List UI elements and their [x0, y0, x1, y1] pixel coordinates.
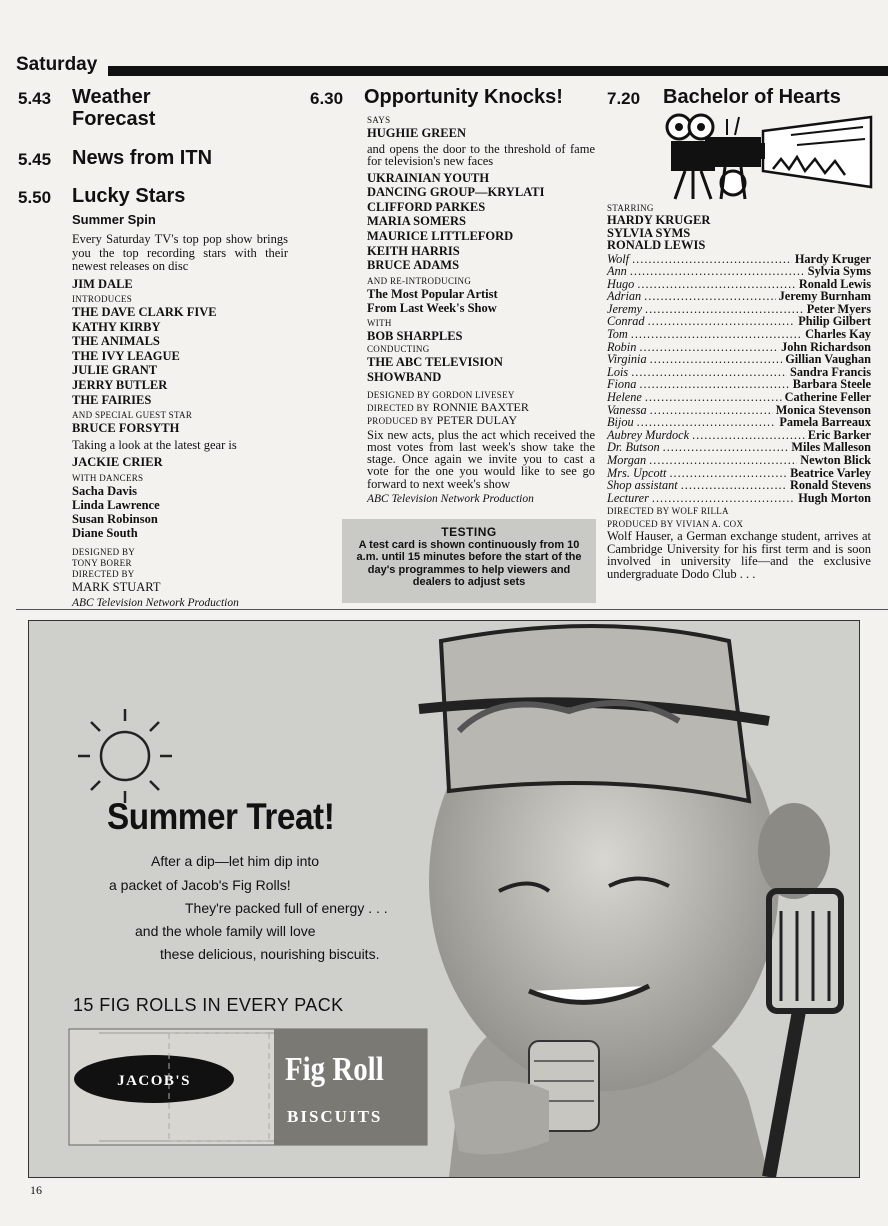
cast-row: [607, 265, 871, 278]
cast-role: Wolf: [607, 251, 630, 266]
leader-dots: [692, 429, 805, 442]
programme-title: News from ITN: [72, 147, 213, 169]
cast-actor: Peter Myers: [806, 301, 871, 316]
cast-row: [607, 290, 871, 303]
synopsis: Wolf Hauser, a German exchange student, arrives at Cambridge University for his first term and is soon involved in university life—and the exclusive undergraduate Dodo Club . . .: [607, 529, 871, 581]
list-item: MARIA SOMERS: [367, 214, 466, 229]
cast-actor: Newton Blick: [800, 453, 871, 467]
list-item: THE IVY LEAGUE: [72, 348, 180, 363]
programme-weather: [18, 86, 288, 130]
cast-actor: Sylvia Syms: [807, 264, 871, 279]
section-divider: [16, 609, 888, 610]
cast-actor: Ronald Stevens: [790, 478, 871, 493]
programme-title: Lucky Stars: [72, 185, 186, 207]
ad-line: After a dip—let him dip into: [151, 853, 320, 869]
list-item: KEITH HARRIS: [367, 243, 460, 258]
with-name: BOB SHARPLES: [367, 328, 463, 343]
ad-pack-line: 15 FIG ROLLS IN EVERY PACK: [73, 995, 344, 1015]
leader-dots: [650, 353, 783, 366]
cast-role: Lecturer: [607, 490, 649, 505]
programme-time: 6.30: [310, 89, 344, 108]
leader-dots: [632, 253, 792, 266]
directed-label: DIRECTED BY: [367, 402, 430, 413]
popular-line-2: From Last Week's Show: [367, 300, 497, 315]
conducting-label: CONDUCTING: [367, 344, 430, 355]
list-item: Diane South: [72, 525, 138, 540]
jacobs-advert: [28, 620, 860, 1178]
leader-dots: [637, 278, 796, 291]
ad-line: and the whole family will love: [135, 923, 316, 939]
advert-illustration: [29, 621, 859, 1177]
programme-time: 7.20: [607, 89, 641, 108]
product-sub: BISCUITS: [287, 1107, 383, 1126]
cast-role: Morgan: [607, 453, 647, 467]
cast-actor: Miles Malleson: [791, 440, 871, 455]
ad-line: these delicious, nourishing biscuits.: [160, 946, 380, 962]
ad-line: They're packed full of energy . . .: [185, 900, 388, 916]
says-label: SAYS: [367, 115, 391, 125]
cast-list: [607, 253, 871, 505]
sun-icon: [78, 709, 172, 803]
list-item: CLIFFORD PARKES: [367, 199, 486, 214]
list-item: KATHY KIRBY: [72, 319, 161, 334]
leader-dots: [681, 479, 787, 492]
cast-actor: Barbara Steele: [792, 377, 871, 392]
designed-label: DESIGNED BY: [72, 546, 136, 557]
cast-role: Mrs. Upcott: [607, 465, 667, 480]
schedule-column-2: [310, 86, 595, 505]
programme-time: 5.45: [18, 150, 52, 169]
programme-description: Six new acts, plus the act which received the most votes from last week's show take the stage. Once again we invite you to cast a vote for the one you would like to see go forward to next week's show: [367, 427, 595, 491]
leader-dots: [649, 454, 797, 467]
cast-actor: Charles Kay: [805, 327, 871, 342]
list-item: DANCING GROUP—KRYLATI: [367, 185, 545, 200]
leader-dots: [669, 467, 787, 480]
leader-dots: [639, 378, 789, 391]
cast-role: Jeremy: [607, 301, 643, 316]
produced-credit: [367, 414, 595, 427]
cast-role: Shop assistant: [607, 478, 678, 493]
list-item: HARDY KRUGER: [607, 213, 711, 227]
band-line-2: SHOWBAND: [367, 369, 442, 384]
cast-row: [607, 479, 871, 492]
programme-title: Opportunity Knocks!: [364, 86, 563, 108]
directed-label: DIRECTED BY: [72, 568, 135, 579]
gear-text: Taking a look at the latest gear is: [72, 437, 237, 452]
acts-list: [367, 171, 595, 273]
cast-role: Adrian: [607, 289, 642, 304]
cast-role: Ann: [607, 264, 627, 279]
cast-role: Hugo: [607, 276, 635, 291]
host-name: HUGHIE GREEN: [367, 126, 466, 140]
ad-headline: Summer Treat!: [107, 796, 335, 837]
cast-role: Helene: [607, 390, 642, 405]
cast-actor: Philip Gilbert: [798, 314, 871, 329]
designed-credit: DESIGNED BY GORDON LIVESEY: [367, 389, 515, 400]
brand-logo: JACOB'S: [117, 1073, 191, 1089]
cast-role: Conrad: [607, 314, 645, 329]
leader-dots: [631, 328, 802, 341]
leader-dots: [644, 290, 775, 303]
product-name: Fig Roll: [285, 1051, 384, 1088]
page-number: 16: [30, 1183, 42, 1197]
cast-role: Robin: [607, 339, 637, 354]
cast-actor: Monica Stevenson: [775, 402, 871, 417]
introduces-label: INTRODUCES: [72, 294, 133, 305]
list-item: UKRAINIAN YOUTH: [367, 170, 490, 185]
director-name: RONNIE BAXTER: [432, 399, 529, 414]
leader-dots: [631, 366, 787, 379]
cast-row: [607, 416, 871, 429]
programme-time: 5.50: [18, 188, 52, 207]
directed-credit: DIRECTED BY WOLF RILLA: [607, 506, 729, 517]
popular-line-1: The Most Popular Artist: [367, 286, 498, 301]
cast-actor: Pamela Barreaux: [779, 415, 871, 430]
dancers-list: [72, 484, 288, 540]
cast-role: Vanessa: [607, 402, 647, 417]
cast-role: Aubrey Murdock: [607, 427, 690, 442]
reintroducing-label: AND RE-INTRODUCING: [367, 275, 472, 286]
list-item: BRUCE ADAMS: [367, 258, 460, 273]
cast-row: [607, 492, 871, 505]
cast-actor: Sandra Francis: [790, 364, 871, 379]
list-item: MAURICE LITTLEFORD: [367, 228, 514, 243]
programme-news: [18, 147, 288, 170]
programme-description: Every Saturday TV's top pop show brings you the top recording stars with their newest releases on disc: [72, 232, 288, 273]
production-credit: ABC Television Network Production: [367, 493, 534, 506]
cast-role: Bijou: [607, 415, 634, 430]
programme-lucky-stars: [18, 185, 288, 208]
dancers-label: WITH DANCERS: [72, 472, 144, 483]
cast-actor: Eric Barker: [807, 427, 871, 442]
programme-bachelor-of-hearts: [607, 86, 877, 109]
produced-credit: PRODUCED BY VIVIAN A. COX: [607, 519, 744, 530]
acts-list: [72, 305, 288, 407]
gear-name: JACKIE CRIER: [72, 455, 163, 470]
host-text: and opens the door to the threshold of fame for television's new faces: [367, 141, 595, 169]
cast-actor: Hugh Morton: [798, 490, 871, 505]
leader-dots: [663, 441, 789, 454]
cast-role: Virginia: [607, 352, 647, 367]
list-item: JULIE GRANT: [72, 363, 158, 378]
testing-text: A test card is shown continuously from 10 a.m. until 15 minutes before the start of the day's programmes to help viewers and dealers to adjust sets: [356, 538, 582, 588]
cast-role: Fiona: [607, 377, 637, 392]
director-name: MARK STUART: [72, 579, 161, 594]
cast-actor: Hardy Kruger: [794, 251, 871, 266]
boy-illustration: [419, 626, 841, 1177]
band-line-1: THE ABC TELEVISION: [367, 355, 503, 370]
leader-dots: [637, 416, 777, 429]
cast-row: [607, 328, 871, 341]
film-camera-icon: [665, 113, 877, 201]
cast-actor: Ronald Lewis: [798, 276, 871, 291]
designer-name: TONY BORER: [72, 557, 132, 568]
cast-actor: Beatrice Varley: [790, 465, 871, 480]
leader-dots: [630, 265, 805, 278]
leader-dots: [648, 315, 796, 328]
starring-label: STARRING: [607, 203, 654, 213]
programme-subtitle: Summer Spin: [72, 212, 156, 227]
cast-row: [607, 454, 871, 467]
programme-opportunity-knocks: [310, 86, 595, 109]
cast-role: Dr. Butson: [607, 440, 660, 455]
list-item: THE DAVE CLARK FIVE: [72, 305, 217, 320]
list-item: Susan Robinson: [72, 511, 158, 526]
list-item: THE FAIRIES: [72, 392, 152, 407]
cast-row: [607, 391, 871, 404]
cast-role: Tom: [607, 327, 628, 342]
leader-dots: [652, 492, 795, 505]
schedule-column-1: [18, 86, 288, 609]
ad-line: a packet of Jacob's Fig Rolls!: [109, 877, 291, 893]
cast-actor: Jeremy Burnham: [778, 289, 871, 304]
programme-title: Bachelor of Hearts: [663, 86, 841, 108]
day-label: Saturday: [16, 54, 98, 75]
cast-actor: John Richardson: [781, 339, 871, 354]
guest-label: AND SPECIAL GUEST STAR: [72, 410, 193, 421]
list-item: Sacha Davis: [72, 483, 137, 498]
guest-name: BRUCE FORSYTH: [72, 421, 180, 436]
programme-title: Weather Forecast: [72, 86, 156, 130]
list-item: SYLVIA SYMS: [607, 225, 691, 240]
list-item: JERRY BUTLER: [72, 378, 168, 393]
cast-role: Lois: [607, 364, 629, 379]
producer-name: PETER DULAY: [436, 412, 518, 427]
leader-dots: [645, 303, 804, 316]
header-rule: [108, 66, 888, 76]
list-item: Linda Lawrence: [72, 497, 160, 512]
production-credit: ABC Television Network Production: [72, 596, 239, 609]
cast-row: [607, 353, 871, 366]
day-header: [16, 52, 888, 80]
produced-label: PRODUCED BY: [367, 415, 434, 426]
testing-title: TESTING: [441, 525, 497, 539]
cast-actor: Catherine Feller: [784, 390, 871, 405]
list-item: THE ANIMALS: [72, 334, 160, 349]
list-item: RONALD LEWIS: [607, 238, 706, 252]
with-label: WITH: [367, 317, 392, 328]
leader-dots: [639, 341, 778, 354]
stars-list: [607, 214, 877, 252]
testing-notice: [342, 519, 596, 603]
leader-dots: [650, 404, 773, 417]
host-name: JIM DALE: [72, 276, 133, 291]
leader-dots: [645, 391, 782, 404]
programme-time: 5.43: [18, 89, 52, 108]
schedule-column-3: [607, 86, 877, 583]
cast-actor: Gillian Vaughan: [785, 352, 871, 367]
